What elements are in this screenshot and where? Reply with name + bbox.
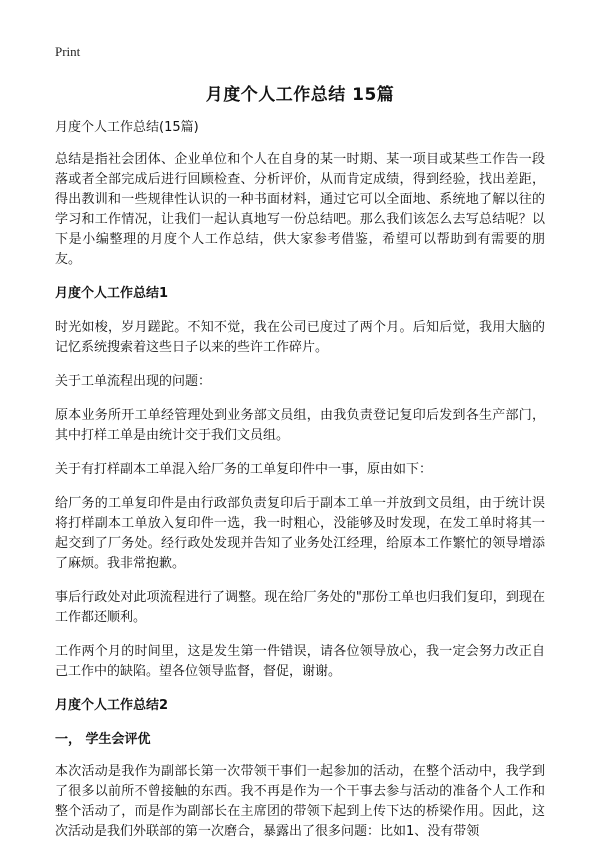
section1-paragraph: 关于有打样副本工单混入给厂务的工单复印件中一事，原由如下： bbox=[55, 462, 433, 477]
document-body bbox=[55, 118, 545, 856]
section1-paragraph: 关于工单流程出现的问题： bbox=[55, 374, 212, 389]
document-subtitle: 月度个人工作总结(15篇) bbox=[55, 120, 199, 135]
section1-paragraph: 时光如梭，岁月蹉跎。不知不觉，我在公司已度过了两个月。后知后觉，我用大脑的记忆系统搜索着这些日子以来的些许工作碎片。 bbox=[55, 320, 545, 355]
section1-paragraph: 给厂务的工单复印件是由行政部负责复印后于副本工单一并放到文员组，由于统计误将打样副本工单放入复印件一选，我一时粗心，没能够及时发现，在发工单时将其一起交到了厂务处。经行政处发现并告知了业务处江经理，给原本工作繁忙的领导增添了麻烦。我非常抱歉。 bbox=[55, 496, 545, 571]
print-label: Print bbox=[55, 44, 81, 59]
page-title: 月度个人工作总结 15篇 bbox=[205, 85, 395, 105]
section2-paragraph: 本次活动是我作为副部长第一次带领干事们一起参加的活动，在整个活动中，我学到了很多以前所不曾接触的东西。我不再是作为一个干事去参与活动的准备个人工作和整个活动了，而是作为副部长在主席团的带领下起到上传下达的桥梁作用。因此，这次活动是我们外联部的第一次磨合，暴露出了很多问题：比如1、没有带领 bbox=[55, 764, 545, 839]
section-heading: 月度个人工作总结2 bbox=[55, 698, 169, 713]
section-heading: 月度个人工作总结1 bbox=[55, 286, 169, 301]
section-subheading: 一， 学生会评优 bbox=[55, 732, 151, 747]
section1-paragraph: 原本业务所开工单经管理处到业务部文员组，由我负责登记复印后发到各生产部门，其中打样工单是由统计交于我们文员组。 bbox=[55, 408, 545, 443]
section1-paragraph: 工作两个月的时间里，这是发生第一件错误，请各位领导放心，我一定会努力改正自己工作中的缺陷。望各位领导监督，督促，谢谢。 bbox=[55, 644, 545, 679]
intro-paragraph: 总结是指社会团体、企业单位和个人在自身的某一时期、某一项目或某些工作告一段落或者全部完成后进行回顾检查、分析评价，从而肯定成绩，得到经验，找出差距，得出教训和一些规律性认识的一种书面材料，通过它可以全面地、系统地了解以往的学习和工作情况，让我们一起认真地写一份总结吧。那么我们该怎么去写总结呢？以下是小编整理的月度个人工作总结，供大家参考借鉴，希望可以帮助到有需要的朋友。 bbox=[55, 152, 545, 267]
section1-paragraph: 事后行政处对此项流程进行了调整。现在给厂务处的"那份工单也归我们复印，到现在工作都还顺利。 bbox=[55, 590, 545, 625]
